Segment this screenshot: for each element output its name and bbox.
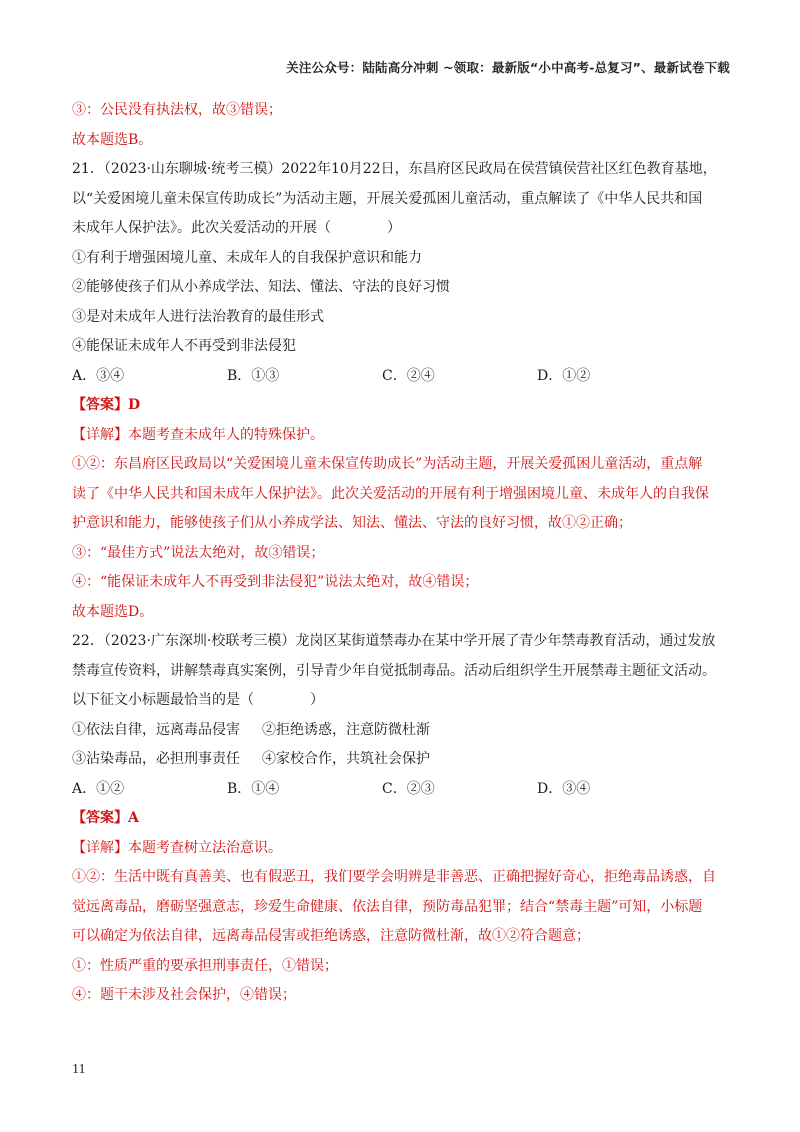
q21-options xyxy=(72,362,732,392)
q22-detail-line: 可以确定为依法自律，远离毒品侵害或拒绝诱惑，注意防微杜渐，故①②符合题意； xyxy=(72,928,590,944)
question-21 xyxy=(72,155,732,627)
prev-detail-item3: ③：公民没有执法权，故③错误； xyxy=(72,102,282,118)
q21-item-4: ④能保证未成年人不再受到非法侵犯 xyxy=(72,338,296,354)
q22-detail-line: ①②：生活中既有真善美、也有假恶丑，我们要学会明辨是非善恶、正确把握好奇心，拒绝毒品诱惑，自 xyxy=(72,869,716,885)
q22-option-b: B．①④ xyxy=(227,780,280,797)
question-22 xyxy=(72,627,732,1011)
q21-detail-line: ④：“能保证未成年人不再受到非法侵犯”说法太绝对，故④错误； xyxy=(72,574,479,590)
q22-item-4: ④家校合作，共筑社会保护 xyxy=(262,751,430,767)
q21-detail-line: ③：“最佳方式”说法太绝对，故③错误； xyxy=(72,544,325,561)
q22-options xyxy=(72,775,732,805)
q22-option-c: C．②③ xyxy=(382,780,435,797)
q22-stem-line1: 22．（2023·广东深圳·校联考三模）龙岗区某街道禁毒办在某中学开展了青少年禁毒教育活动，通过发放 xyxy=(72,633,716,649)
q22-stem-text: 以下征文小标题最恰当的是（ xyxy=(72,692,254,708)
q22-detail-line: 觉远离毒品，磨砺坚强意志，珍爱生命健康、依法自律，预防毒品犯罪；结合“禁毒主题”可知，小标题 xyxy=(72,898,703,915)
q21-answer: 【答案】D xyxy=(72,397,141,413)
prev-conclusion: 故本题选B。 xyxy=(72,131,153,148)
q22-item-2: ②拒绝诱惑，注意防微杜渐 xyxy=(262,721,430,738)
q21-stem-line3 xyxy=(72,214,732,244)
q21-stem-text: 未成年人保护法》。此次关爱活动的开展（ xyxy=(72,220,331,236)
q21-item-1: ①有利于增强困境儿童、未成年人的自我保护意识和能力 xyxy=(72,249,422,266)
q22-option-a: A．①② xyxy=(72,780,125,797)
page-content xyxy=(72,96,732,1011)
q21-conclusion: 故本题选D。 xyxy=(72,603,154,620)
q22-stem-close: ） xyxy=(310,692,324,708)
page-number: 11 xyxy=(72,1062,86,1077)
q22-option-d: D．③④ xyxy=(537,780,591,797)
q21-detail-title: 【详解】本题考查未成年人的特殊保护。 xyxy=(72,426,324,443)
q21-detail-line: ①②：东昌府区民政局以“关爱困境儿童未保宣传助成长”为活动主题，开展关爱孤困儿童活动，重点解 xyxy=(72,456,703,472)
q21-item-2: ②能够使孩子们从小养成学法、知法、懂法、守法的良好习惯 xyxy=(72,279,450,295)
q22-item-3: ③沾染毒品，必担刑事责任 xyxy=(72,751,240,767)
q22-items-row1 xyxy=(72,716,732,746)
q22-detail-line: ④：题干未涉及社会保护，④错误； xyxy=(72,987,296,1003)
q22-answer: 【答案】A xyxy=(72,810,139,826)
q22-detail-title: 【详解】本题考查树立法治意识。 xyxy=(72,839,282,856)
q21-detail-line: 读了《中华人民共和国未成年人保护法》。此次关爱活动的开展有利于增强困境儿童、未成年人的自我保 xyxy=(72,485,709,502)
q22-item-1: ①依法自律，远离毒品侵害 xyxy=(72,721,240,738)
q21-option-c: C．②④ xyxy=(382,367,435,384)
q22-stem-line3 xyxy=(72,686,732,716)
q21-stem-line1: 21．（2023·山东聊城·统考三模）2022年10月22日，东昌府区民政局在侯营镇侯营社区红色教育基地， xyxy=(72,161,717,177)
q22-detail-line: ①：性质严重的要承担刑事责任，①错误； xyxy=(72,957,338,974)
q21-option-a: A．③④ xyxy=(72,367,125,384)
q21-stem-line2: 以“关爱困境儿童未保宣传助成长”为活动主题，开展关爱孤困儿童活动，重点解读了《中华人民共和国 xyxy=(72,190,703,207)
q21-stem-close: ） xyxy=(387,220,401,236)
q22-items-row2 xyxy=(72,745,732,775)
q21-item-3: ③是对未成年人进行法治教育的最佳形式 xyxy=(72,308,324,325)
q21-detail-line: 护意识和能力，能够使孩子们从小养成学法、知法、懂法、守法的良好习惯，故①②正确； xyxy=(72,515,632,531)
q21-option-d: D．①② xyxy=(537,367,591,384)
q21-option-b: B．①③ xyxy=(227,367,280,384)
q22-stem-line2: 禁毒宣传资料，讲解禁毒真实案例，引导青少年自觉抵制毒品。活动后组织学生开展禁毒主题征文活动。 xyxy=(72,662,716,679)
page-header: 关注公众号：陆陆高分冲刺 ~领取：最新版“小中高考-总复习”、最新试卷下载 xyxy=(286,60,730,75)
